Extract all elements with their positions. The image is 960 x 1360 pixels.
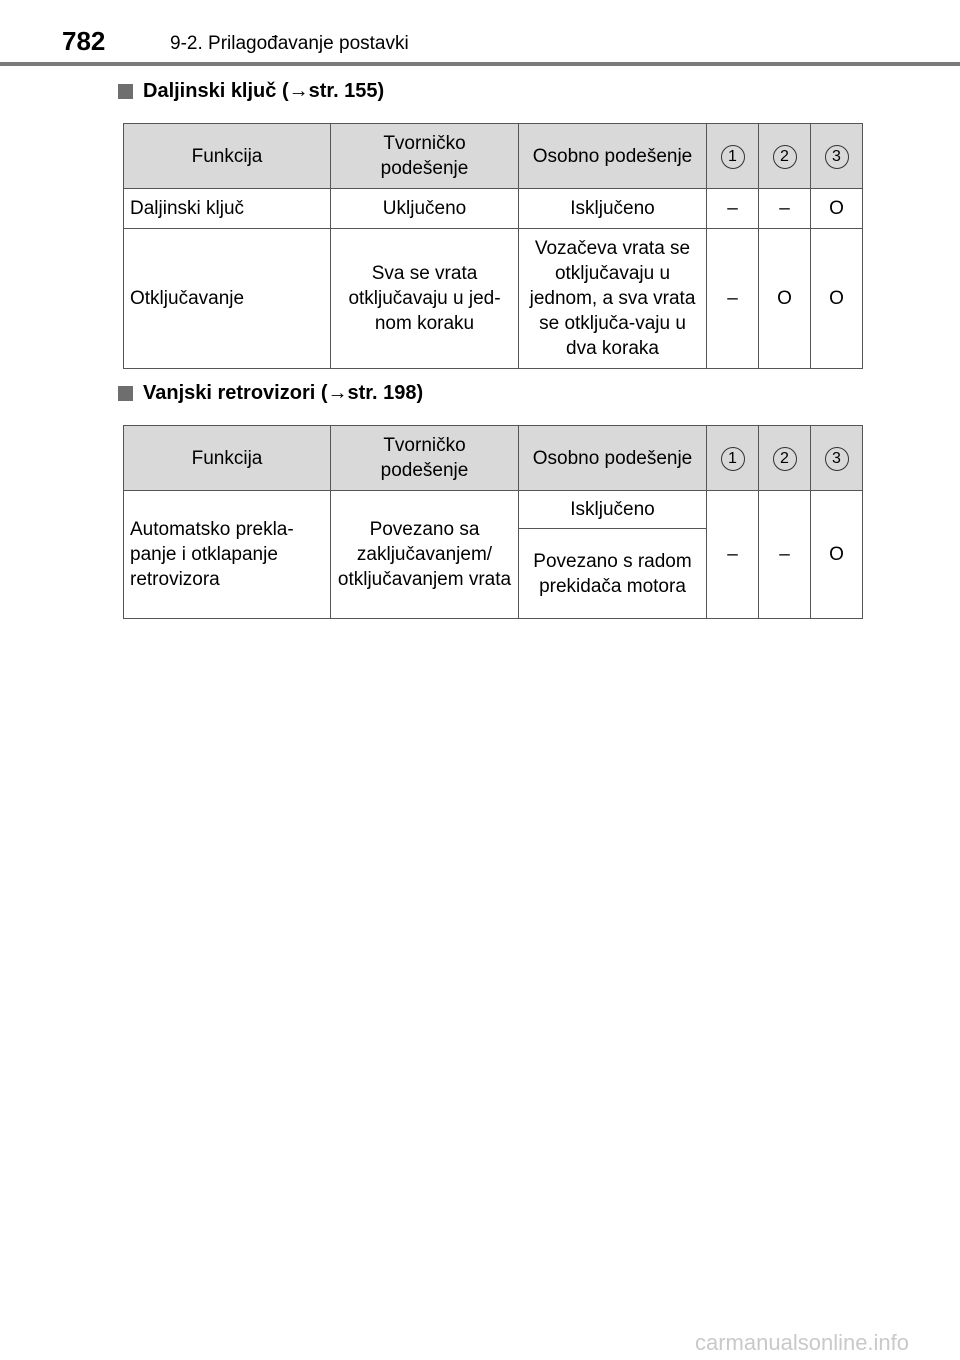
col-header-function: Funkcija — [124, 124, 331, 189]
heading-ref: str. 155) — [308, 80, 385, 102]
cell-default: Povezano sa zaključavanjem/ otključavanjem vrata — [331, 491, 519, 619]
circled-3-icon: 3 — [825, 145, 849, 169]
page-number: 782 — [62, 26, 106, 56]
remote-key-table — [123, 123, 863, 369]
cell-default: Uključeno — [331, 189, 519, 229]
heading-outside-mirrors — [118, 382, 423, 405]
right-arrow-icon: → — [288, 80, 309, 102]
page-header — [0, 0, 960, 70]
table-row — [124, 491, 863, 529]
square-bullet-icon — [118, 386, 133, 401]
cell-function: Otključavanje — [124, 229, 331, 369]
col-header-method-2 — [759, 124, 811, 189]
header-divider — [0, 62, 960, 66]
circled-2-icon: 2 — [773, 145, 797, 169]
cell-c3: O — [811, 491, 863, 619]
col-header-custom: Osobno podešenje — [519, 426, 707, 491]
col-header-default: Tvorničko podešenje — [331, 124, 519, 189]
cell-custom-option: Povezano s radom prekidača motora — [519, 529, 707, 619]
watermark: carmanualsonline.info — [695, 1330, 910, 1355]
table-header-row — [124, 426, 863, 491]
cell-custom-option: Isključeno — [519, 491, 707, 529]
circled-1-icon: 1 — [721, 145, 745, 169]
col-header-method-2 — [759, 426, 811, 491]
heading-title: Daljinski ključ ( — [143, 80, 289, 102]
cell-c2: O — [759, 229, 811, 369]
circled-1-icon: 1 — [721, 447, 745, 471]
circled-3-icon: 3 — [825, 447, 849, 471]
heading-remote-key — [118, 80, 384, 103]
cell-custom: Vozačeva vrata se otključavaju u jednom, a sva vrata se otključa-vaju u dva koraka — [519, 229, 707, 369]
square-bullet-icon — [118, 84, 133, 99]
col-header-default: Tvorničko podešenje — [331, 426, 519, 491]
cell-function: Automatsko prekla-panje i otklapanje retrovizora — [124, 491, 331, 619]
circled-2-icon: 2 — [773, 447, 797, 471]
heading-ref: str. 198) — [347, 382, 424, 404]
col-header-method-3 — [811, 124, 863, 189]
table-header-row — [124, 124, 863, 189]
cell-c3: O — [811, 189, 863, 229]
table-row — [124, 189, 863, 229]
cell-c2: – — [759, 189, 811, 229]
cell-c2: – — [759, 491, 811, 619]
cell-function: Daljinski ključ — [124, 189, 331, 229]
table-row — [124, 229, 863, 369]
col-header-custom: Osobno podešenje — [519, 124, 707, 189]
cell-c1: – — [707, 491, 759, 619]
col-header-method-3 — [811, 426, 863, 491]
heading-title: Vanjski retrovizori ( — [143, 382, 328, 404]
col-header-method-1 — [707, 124, 759, 189]
cell-custom: Isključeno — [519, 189, 707, 229]
cell-default: Sva se vrata otključavaju u jed-nom koraku — [331, 229, 519, 369]
cell-c1: – — [707, 189, 759, 229]
right-arrow-icon: → — [327, 382, 348, 404]
col-header-method-1 — [707, 426, 759, 491]
section-title: 9-2. Prilagođavanje postavki — [170, 33, 409, 54]
cell-c3: O — [811, 229, 863, 369]
cell-c1: – — [707, 229, 759, 369]
outside-mirrors-table — [123, 425, 863, 619]
col-header-function: Funkcija — [124, 426, 331, 491]
